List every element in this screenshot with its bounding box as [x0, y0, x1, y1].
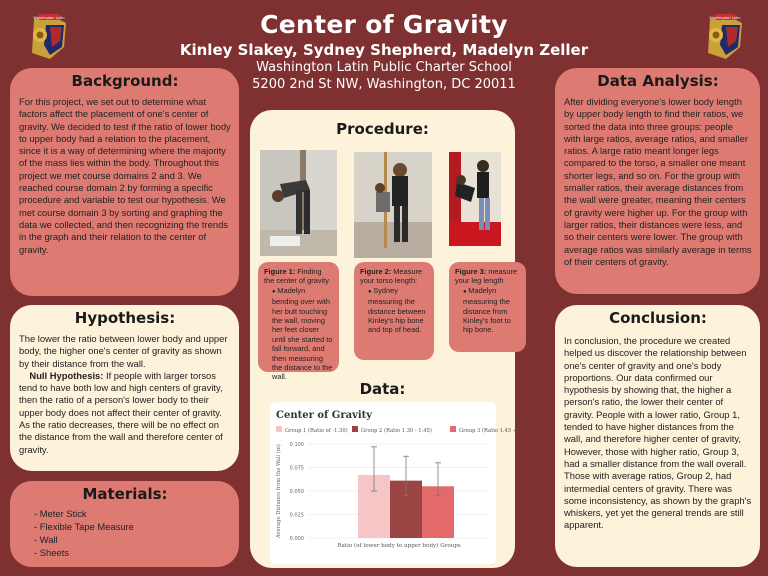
y-axis-label: Average Distance from the Wall (m)	[276, 444, 282, 538]
bar-chart	[270, 402, 520, 564]
y-tick-label: 0.000	[289, 536, 304, 542]
figure-1-bullet: ● Madelyn bending over with her butt touching the wall, moving her feet closer until she started to fall forward, and then measuring the distance to the wall.	[272, 286, 333, 382]
data-heading: Data:	[359, 380, 406, 398]
list-item: - Sheets	[34, 546, 231, 559]
list-item: - Wall	[34, 533, 231, 546]
null-hypothesis	[19, 370, 231, 456]
chart-container	[270, 402, 520, 564]
legend-swatch	[352, 426, 358, 432]
y-tick-label: 0.100	[289, 442, 304, 448]
null-hypothesis-text: If people with larger torsos tend to have both low and high centers of gravity, then the ratio of a person's lower body to their upper body does not affect their center of gravity. As the ratio decreases, there will be no effect on the distance from the wall and therefore center of gravity.	[19, 369, 223, 455]
list-item: - Meter Stick	[34, 507, 231, 520]
background-panel	[10, 68, 239, 296]
conclusion-text: In conclusion, the procedure we created helped us discover the relationship between one's center of gravity and one's body proportions. Our data confirmed our hypothesis by showing that, the higher a person's ratio, the lower their center of gravity. People with a lower ratio, Group 1, tended to have higher distances from the wall, and therefore higher center of gravity, However, those with higher ratio, Group 3, had a smaller distance from the wall overall. Those with average ratios, Group 2, had intermedial centers of gravity. There was some inconsistency, as shown by the graph's whiskers, yet yet the general trends are still apparent.	[564, 335, 752, 531]
hypothesis-text: The lower the ratio between lower body and upper body, the higher one's center of gravity as shown by their distance from the wall.	[19, 333, 228, 369]
data-analysis-text: After dividing everyone's lower body length by upper body length to find their ratios, we sorted the data into three groups: people with large ratios, average ratios, and smaller ratios. A large ratio meant longer legs compared to the torso, a smaller one meant shorter legs, and so on. For the group with smaller ratios, their average distances from the wall were greater, meaning their centers of gravity were higher up. For the group with larger ratios, their distances were less, and so their centers were lower. The group with average ratios was similarly average in terms of their centers of gravity.	[564, 96, 752, 267]
figure-2-label: Figure 2:	[360, 267, 392, 276]
materials-heading: Materials:	[82, 485, 168, 503]
authors: Kinley Slakey, Sydney Shepherd, Madelyn Zeller	[179, 41, 589, 59]
figure-3-bullet: ● Madelyn measuring the distance from Kinley's foot to hip bone.	[463, 286, 520, 335]
school-address: 5200 2nd St NW, Washington, DC 20011	[252, 77, 516, 92]
figure-2-caption-text: Measure your torso length:	[360, 267, 423, 286]
figure-3-label: Figure 3:	[455, 267, 487, 276]
hypothesis-heading: Hypothesis:	[74, 309, 176, 327]
figure-2-caption	[354, 262, 434, 360]
figure-1-caption	[258, 262, 339, 382]
conclusion-panel	[555, 305, 760, 567]
figure-1-label: Figure 1:	[264, 267, 296, 276]
conclusion-heading: Conclusion:	[609, 309, 707, 327]
lion-logo-icon	[700, 13, 748, 61]
figure-3-caption	[449, 262, 526, 352]
background-text: For this project, we set out to determine what factors affect the placement of one’s center of gravity. We decided to test if the ratio of lower body to upper body had a relation to the placement, since it is a way of determining where the majority of the mass lies within the body. Throughout this project we met course domains 2 and 3. We reached course domain 2 by forming a specific procedure and variable to test our hypothesis. We met course domain 3 by sorting and graphing the data we collected, and then recognizing the trends in the graph and their relation to the center of gravity.	[19, 96, 231, 255]
data-analysis-panel	[555, 68, 760, 294]
y-tick-label: 0.075	[289, 465, 304, 472]
lion-logo-icon	[24, 13, 72, 61]
figure-1-caption-text: Finding the center of gravity	[264, 267, 329, 286]
legend-entry: Group 2 (Ratio 1.30 - 1.45)	[361, 428, 432, 434]
figure-2-bullet: ● Sydney measuring the distance between Kinley's hip bone and top of head.	[368, 286, 428, 335]
x-axis-label: Ratio (of lower body to upper body) Groups	[337, 543, 461, 549]
chart-title: Center of Gravity	[276, 410, 373, 421]
list-item: - Flexible Tape Measure	[34, 520, 231, 533]
background-heading: Background:	[71, 72, 179, 90]
data-analysis-heading: Data Analysis:	[597, 72, 719, 90]
school-name: Washington Latin Public Charter School	[256, 60, 512, 75]
materials-list	[19, 507, 231, 559]
figure-2-photo	[354, 152, 432, 258]
hypothesis-panel	[10, 305, 239, 471]
procedure-heading: Procedure:	[336, 120, 429, 138]
poster-title: Center of Gravity	[260, 10, 508, 39]
y-tick-label: 0.025	[289, 512, 304, 519]
legend-swatch	[276, 426, 282, 432]
figure-1-photo	[260, 150, 337, 256]
logo-text: Washington Latin	[709, 15, 741, 20]
legend-entry: Group 3 (Ratio 1.45 +)	[459, 428, 520, 434]
figure-3-photo	[449, 152, 501, 246]
y-tick-label: 0.050	[289, 489, 304, 495]
legend-swatch	[450, 426, 456, 432]
procedure-panel	[250, 110, 520, 568]
null-hypothesis-label: Null Hypothesis:	[29, 369, 104, 381]
figure-3-caption-text: measure your leg length	[455, 267, 518, 286]
legend-entry: Group 1 (Ratio of -1.30)	[285, 428, 348, 434]
materials-panel	[10, 481, 239, 567]
logo-text: Washington Latin	[33, 15, 65, 20]
